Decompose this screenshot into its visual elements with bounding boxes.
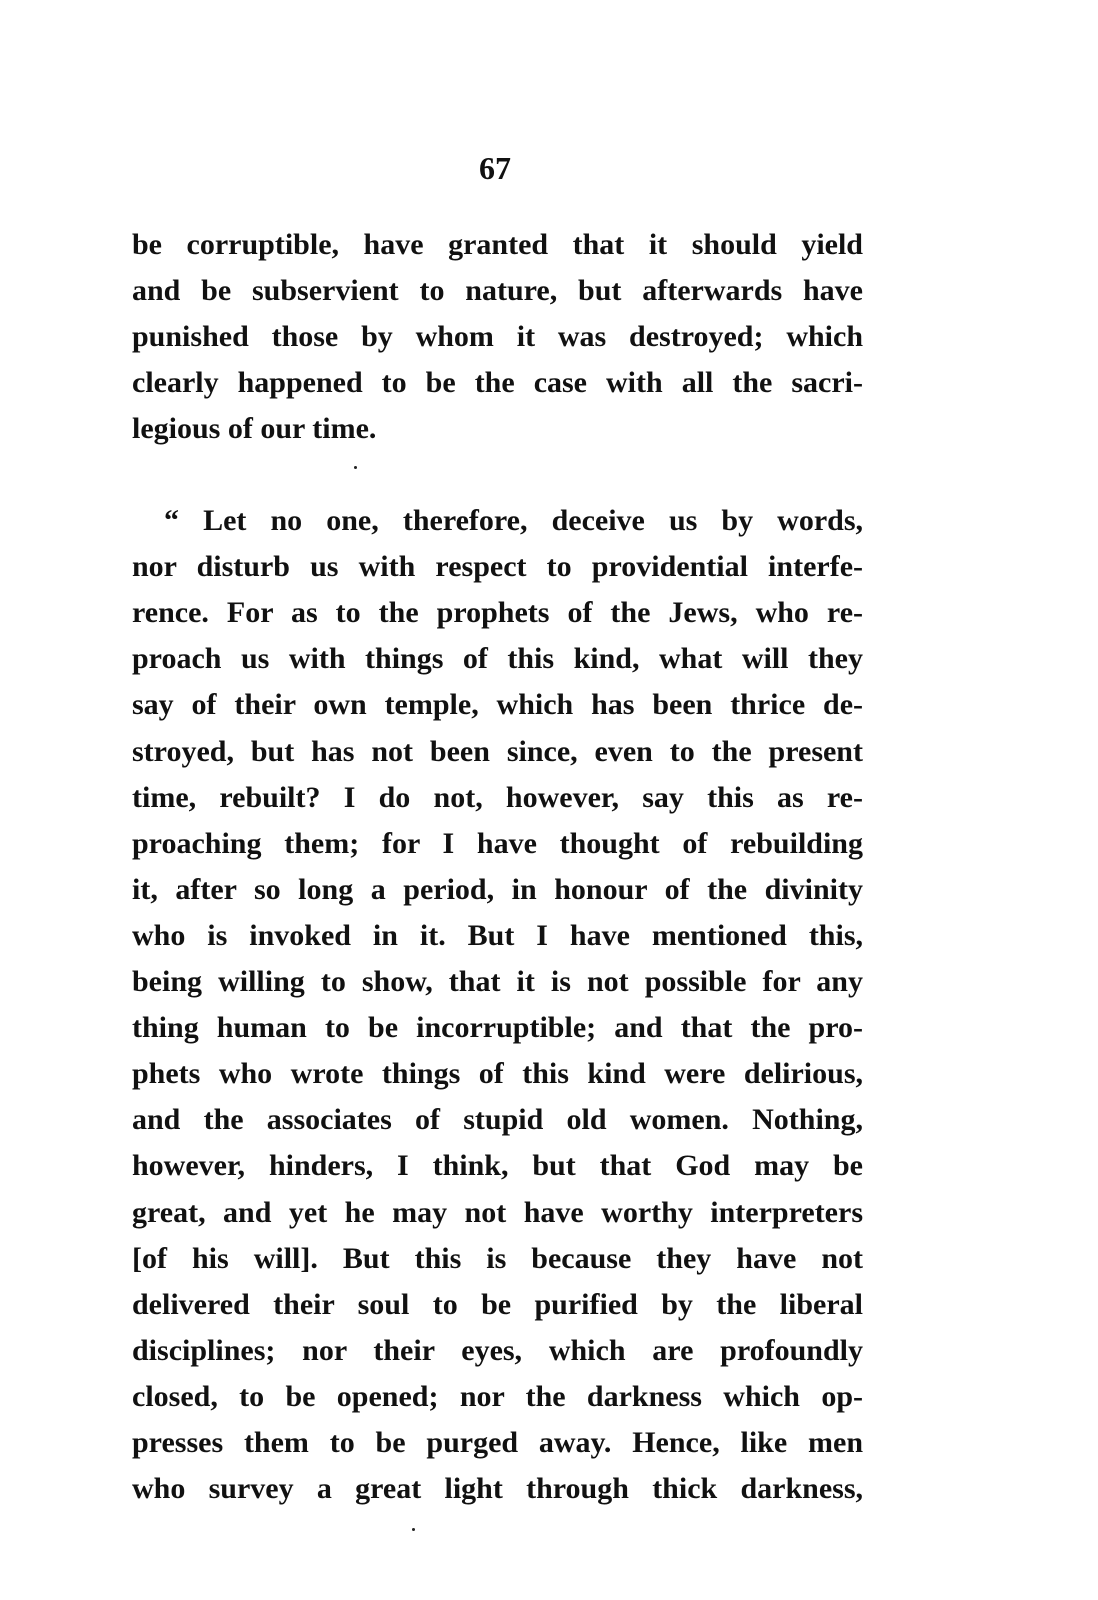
text-line: rence. For as to the prophets of the Jews, who re- — [132, 596, 863, 630]
text-line: stroyed, but has not been since, even to the present — [132, 734, 863, 768]
text-line: it, after so long a period, in honour of the divinity — [132, 872, 863, 906]
text-line: great, and yet he may not have worthy interpreters — [132, 1195, 863, 1229]
text-line: punished those by whom it was destroyed; which — [132, 320, 863, 354]
text-line: be corruptible, have granted that it should yield — [132, 228, 863, 261]
text-line: [of his will]. But this is because they have not — [132, 1241, 863, 1275]
text-line: nor disturb us with respect to providential interfe- — [132, 550, 863, 584]
text-line: and the associates of stupid old women. Nothing, — [132, 1103, 863, 1137]
text-line: clearly happened to be the case with all the sacri- — [132, 366, 863, 400]
text-line: time, rebuilt? I do not, however, say this as re- — [132, 780, 863, 814]
text-line: thing human to be incorruptible; and that the pro- — [132, 1011, 863, 1045]
print-speck — [412, 1528, 415, 1531]
text-line: phets who wrote things of this kind were delirious, — [132, 1057, 863, 1091]
text-line: disciplines; nor their eyes, which are profoundly — [132, 1333, 863, 1367]
text-line: however, hinders, I think, but that God may be — [132, 1149, 863, 1183]
text-line: delivered their soul to be purified by the liberal — [132, 1287, 863, 1321]
text-line: closed, to be opened; nor the darkness which op- — [132, 1379, 863, 1413]
print-speck — [354, 466, 357, 469]
text-line: proaching them; for I have thought of rebuilding — [132, 826, 863, 860]
text-line: who is invoked in it. But I have mentioned this, — [132, 918, 863, 952]
text-line: proach us with things of this kind, what will they — [132, 642, 863, 676]
text-line: say of their own temple, which has been thrice de- — [132, 688, 863, 722]
text-line: and be subservient to nature, but afterwards have — [132, 274, 863, 308]
text-line: who survey a great light through thick darkness, — [132, 1472, 863, 1506]
text-line: legious of our time. — [132, 412, 377, 446]
text-line: “ Let no one, therefore, deceive us by words, — [164, 504, 863, 537]
text-line: presses them to be purged away. Hence, like men — [132, 1426, 863, 1459]
text-line: being willing to show, that it is not possible for any — [132, 965, 863, 998]
page-number: 67 — [479, 150, 511, 186]
